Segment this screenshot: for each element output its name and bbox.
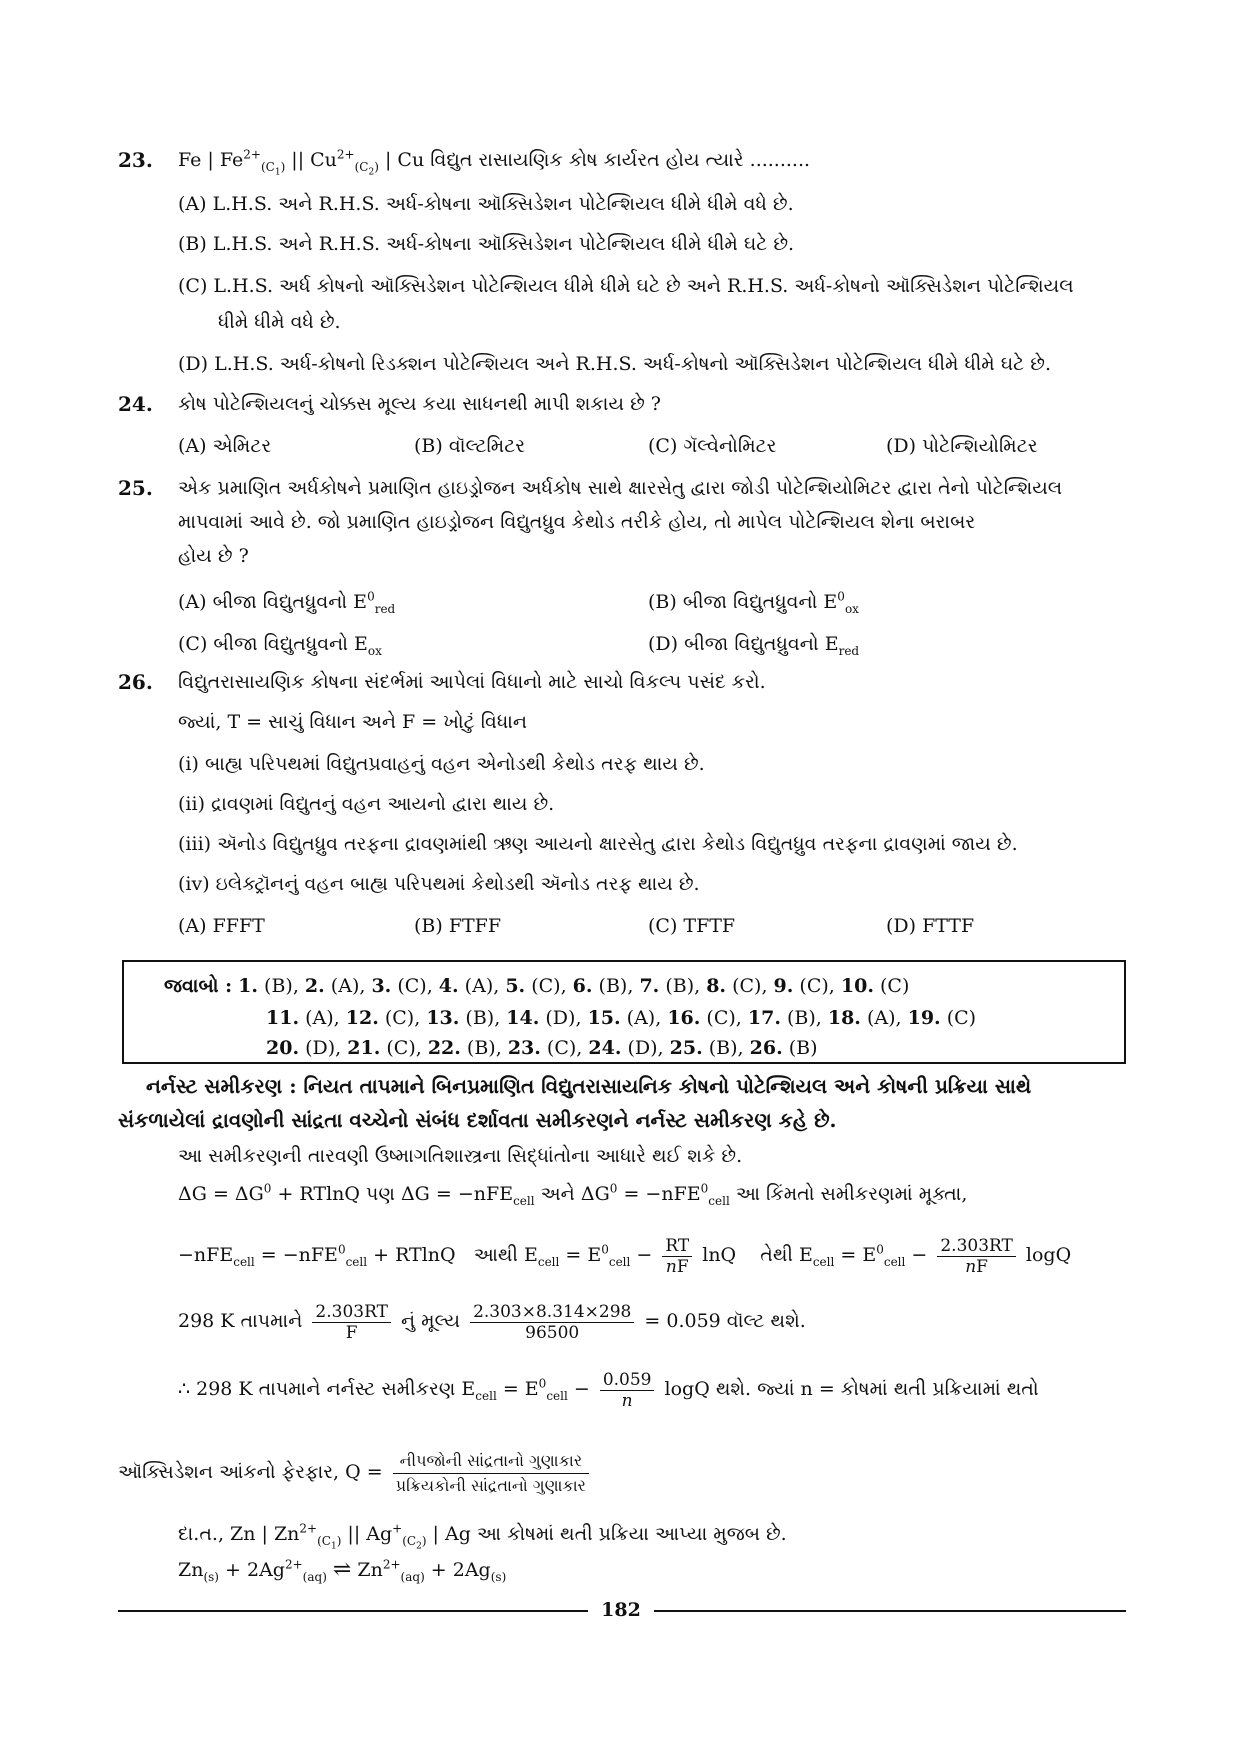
answer-item bbox=[508, 1037, 576, 1059]
question-25-stem-line-1: એક પ્રમાણિત અર્ધકોષને પ્રમાણિત હાઇડ્રોજન અર્ધકોષ સાથે ક્ષારસેતુ દ્વારા જોડી પોટેન્શિયોમિટર દ્વારા તેનો પોટેન્શિયલ bbox=[178, 477, 1063, 499]
answer-number: 23. bbox=[507, 1037, 541, 1059]
answer-choice: (B) bbox=[459, 1007, 495, 1029]
gibbs-equation-line: $\Delta G = \Delta G^0 + RTlnQ$ પણ ΔG = −nFE$_{cell}$ અને $\Delta G^0 = -nFE^0_{cell}$ આ કિંમતો સમીકરણમાં મૂક્તા, bbox=[178, 1181, 968, 1208]
answer-number: 21. bbox=[347, 1037, 381, 1059]
question-25-number: 25. bbox=[118, 476, 153, 500]
answer-item bbox=[828, 1007, 896, 1029]
answer-item bbox=[428, 1037, 496, 1059]
answer-number: 24. bbox=[588, 1037, 622, 1059]
question-23-stem: Fe | $Fe^{2+}_{(C_1)}$ || $Cu^{2+}_{(C_2)}$ | Cu વિદ્યુત રાસાયણિક કોષ કાર્યરત હોય ત્યારે .......... bbox=[178, 147, 811, 178]
nernst-constant-line: 298 K તાપમાને $\frac{2.303RT}{F}$ નું મૂલ્ય $\frac{2.303\times 8.314\times 298}{96500}$ = 0.059 વૉલ્ટ થશે. bbox=[178, 1301, 806, 1343]
answer-item bbox=[748, 1007, 816, 1029]
answer-number: 6. bbox=[572, 975, 593, 997]
question-23-option-c-continued: ધીમે ધીમે વધે છે. bbox=[218, 311, 341, 333]
answer-choice: (B) bbox=[659, 975, 695, 997]
fraction-rt-over-nf: $\frac{RT}{nF}$ bbox=[662, 1236, 692, 1277]
answer-item bbox=[305, 975, 359, 997]
question-26-stem: વિદ્યુતરાસાયણિક કોષના સંદર્ભમાં આપેલાં વિધાનો માટે સાચો વિકલ્પ પસંદ કરો. bbox=[178, 671, 766, 693]
example-reaction-equation: $Zn_{(s)} + 2Ag^{2+}_{(aq)}$ ⇌ $Zn^{2+}_{(aq)} + 2Ag_{(s)}$ bbox=[178, 1557, 507, 1584]
page-number: 182 bbox=[601, 1599, 641, 1621]
answer-number: 7. bbox=[639, 975, 660, 997]
answer-choice: (D) bbox=[621, 1037, 658, 1059]
question-26-option-a: (A) FFFT bbox=[178, 915, 265, 937]
answer-item bbox=[505, 975, 560, 997]
question-23-option-a: (A) L.H.S. અને R.H.S. અર્ધ-કોષના ઑક્સિડેશન પોટેન્શિયલ ધીમે ધીમે વધે છે. bbox=[178, 193, 794, 215]
nernst-derivation-note: આ સમીકરણની તારવણી ઉષ્માગતિશાસ્ત્રના સિદ્ધાંતોના આધારે થઈ શકે છે. bbox=[178, 1145, 743, 1167]
answer-number: 25. bbox=[669, 1037, 703, 1059]
answer-choice: (C) bbox=[540, 1037, 577, 1059]
fraction-reaction-quotient: $\frac{\text{નીપજોની સાંદ્રતાનો ગુણાકાર}}{\text{પ્રક્રિયકોની સાંદ્રતાનો ગુણાકાર}}$ bbox=[393, 1449, 589, 1498]
answer-item bbox=[266, 1007, 334, 1029]
fraction-numeric-value: $\frac{2.303\times 8.314\times 298}{96500}$ bbox=[470, 1302, 634, 1343]
answer-number: 17. bbox=[747, 1007, 781, 1029]
answer-item bbox=[371, 975, 426, 997]
answer-item bbox=[238, 975, 293, 997]
fraction-0059-over-n: $\frac{0.059}{n}$ bbox=[600, 1370, 655, 1411]
answer-choice: (D) bbox=[539, 1007, 576, 1029]
fraction-2303rt-over-f: $\frac{2.303RT}{F}$ bbox=[312, 1302, 391, 1343]
answer-key-box bbox=[122, 960, 1126, 1064]
question-25-stem-line-3: હોય છે ? bbox=[178, 545, 249, 567]
answer-item bbox=[667, 1007, 735, 1029]
answer-item bbox=[506, 1007, 575, 1029]
answer-choice: (C) bbox=[378, 1007, 415, 1029]
answer-item bbox=[266, 1037, 335, 1059]
answer-choice: (C) bbox=[793, 975, 829, 997]
question-23-option-d: (D) L.H.S. અર્ધ-કોષનો રિડક્શન પોટેન્શિયલ અને R.H.S. અર્ધ-કોષનો ઑક્સિડેશન પોટેન્શિયલ ધીમે ધીમે ઘટે છે. bbox=[178, 353, 1051, 375]
answer-number: 8. bbox=[706, 975, 727, 997]
answer-number: 3. bbox=[371, 975, 392, 997]
answer-number: 14. bbox=[506, 1007, 540, 1029]
question-25-option-a: (A) બીજા વિદ્યુતધ્રુવનો $E^0_{red}$ bbox=[178, 589, 396, 616]
fraction-2303rt-over-nf: $\frac{2.303RT}{nF}$ bbox=[937, 1236, 1016, 1277]
question-26-option-c: (C) TFTF bbox=[648, 915, 736, 937]
answer-choice: (C) bbox=[380, 1037, 416, 1059]
example-cell-line: દા.ત., Zn | $Zn^{2+}_{(C_1)}$ || $Ag^+_{(C_2)}$ | Ag આ કોષમાં થતી પ્રક્રિયા આપ્યા મુજબ છે. bbox=[178, 1521, 787, 1552]
question-26-option-b: (B) FTFF bbox=[414, 915, 502, 937]
answer-item bbox=[706, 975, 761, 997]
answer-number: 16. bbox=[667, 1007, 701, 1029]
answer-number: 22. bbox=[427, 1037, 461, 1059]
answer-number: 26. bbox=[749, 1037, 783, 1059]
answer-choice: (C) bbox=[525, 975, 561, 997]
question-25-option-d: (D) બીજા વિદ્યુતધ્રુવનો $E_{red}$ bbox=[648, 633, 860, 658]
answer-item bbox=[750, 1037, 818, 1059]
answer-item bbox=[774, 975, 829, 997]
answer-choice: (A) bbox=[860, 1007, 896, 1029]
answer-item bbox=[908, 1007, 976, 1029]
question-25-option-b: (B) બીજા વિદ્યુતધ્રુવનો $E^0_{ox}$ bbox=[648, 589, 859, 616]
answer-number: 18. bbox=[827, 1007, 861, 1029]
answer-key-line-3: 20. (D), 21. (C), 22. (B), 23. (C), 24. (D), 25. (B), 26. (B) bbox=[266, 1037, 818, 1059]
question-23-option-c: (C) L.H.S. અર્ધ કોષનો ઑક્સિડેશન પોટેન્શિયલ ધીમે ધીમે ઘટે છે અને R.H.S. અર્ધ-કોષનો ઑક્સિડેશન પોટેન્શિયલ bbox=[178, 275, 1074, 297]
question-24-number: 24. bbox=[118, 392, 153, 416]
question-24-stem: કોષ પોટેન્શિયલનું ચોક્કસ મૂલ્ય કયા સાધનથી માપી શકાય છે ? bbox=[178, 393, 661, 415]
answer-number: 1. bbox=[238, 975, 258, 997]
answer-item bbox=[426, 1007, 494, 1029]
answer-choice: (A) bbox=[324, 975, 360, 997]
answer-key-line-1: જવાબો : 1. (B), 2. (A), 3. (C), 4. (A), 5. (C), 6. (B), 7. (B), 8. (C), 9. (C), 10. (C) bbox=[164, 975, 910, 997]
answer-number: 4. bbox=[438, 975, 459, 997]
answer-choice: (C) bbox=[940, 1007, 977, 1029]
answer-item bbox=[439, 975, 493, 997]
answer-number: 20. bbox=[266, 1037, 300, 1059]
answer-choice: (A) bbox=[458, 975, 494, 997]
answer-choice: (C) bbox=[873, 975, 910, 997]
answer-number: 11. bbox=[266, 1007, 300, 1029]
answer-key-line-2: 11. (A), 12. (C), 13. (B), 14. (D), 15. (A), 16. (C), 17. (B), 18. (A), 19. (C) bbox=[266, 1007, 977, 1029]
answer-key-label: જવાબો : bbox=[164, 975, 233, 997]
nernst-definition-line-1: નર્નસ્ટ સમીકરણ : નિયત તાપમાને બિનપ્રમાણિત વિદ્યુતરાસાયનિક કોષનો પોટેન્શિયલ અને કોષની પ્રક્રિયા સાથે bbox=[146, 1074, 1032, 1098]
question-26-statement-iii: (iii) ઍનોડ વિદ્યુતધ્રુવ તરફના દ્રાવણમાંથી ઋણ આયનો ક્ષારસેતુ દ્વારા કેથોડ વિદ્યુતધ્રુવ તરફના દ્રાવણમાં જાય છે. bbox=[178, 833, 1018, 855]
question-25-option-c: (C) બીજા વિદ્યુતધ્રુવનો $E_{ox}$ bbox=[178, 633, 382, 658]
answer-number: 2. bbox=[304, 975, 325, 997]
answer-choice: (A) bbox=[620, 1007, 656, 1029]
question-26-statement-i: (i) બાહ્ય પરિપથમાં વિદ્યુતપ્રવાહનું વહન એનોડથી કેથોડ તરફ થાય છે. bbox=[178, 753, 705, 775]
answer-item bbox=[588, 1037, 657, 1059]
answer-item bbox=[670, 1037, 738, 1059]
question-24-option-b: (B) વૉલ્ટમિટર bbox=[414, 435, 526, 457]
answer-number: 13. bbox=[426, 1007, 460, 1029]
question-24-option-d: (D) પોટેન્શિયોમિટર bbox=[886, 435, 1038, 457]
nernst-equation-298k-line: ∴ 298 K તાપમાને નર્નસ્ટ સમીકરણ $E_{cell} = E^0_{cell}$ − $\frac{0.059}{n}$ logQ થશે. જ્યાં n = કોષમાં થતી પ્રક્રિયામાં થતો bbox=[178, 1369, 1039, 1411]
answer-choice: (B) bbox=[702, 1037, 738, 1059]
answer-number: 9. bbox=[773, 975, 794, 997]
answer-choice: (D) bbox=[299, 1037, 336, 1059]
answer-choice: (A) bbox=[299, 1007, 334, 1029]
answer-choice: (B) bbox=[460, 1037, 496, 1059]
question-26-legend: જ્યાં, T = સાચું વિધાન અને F = ખોટું વિધાન bbox=[178, 711, 528, 733]
answer-item bbox=[639, 975, 694, 997]
answer-item bbox=[346, 1007, 414, 1029]
footer-rule-right bbox=[654, 1610, 1126, 1612]
nernst-definition-line-2: સંકળાયેલાં દ્રાવણોની સાંદ્રતા વચ્ચેનો સંબંધ દર્શાવતા સમીકરણને નર્નસ્ટ સમીકરણ કહે છે. bbox=[118, 1108, 837, 1132]
answer-choice: (B) bbox=[780, 1007, 816, 1029]
answer-choice: (C) bbox=[726, 975, 762, 997]
nernst-derivation-line: −nFE$_{cell}$ = −nFE$^0_{cell}$ + RTlnQ આથી $E_{cell} = E^0_{cell}$ − $\frac{RT}{nF}$ lnQ તેથી $E_{cell} = E^0_{cell}$ − $\frac{2.303RT}{nF}$ logQ bbox=[178, 1235, 1072, 1277]
answer-item bbox=[841, 975, 909, 997]
question-24-option-a: (A) એમિટર bbox=[178, 435, 272, 457]
question-26-number: 26. bbox=[118, 670, 153, 694]
answer-item bbox=[588, 1007, 656, 1029]
question-26-statement-iv: (iv) ઇલેક્ટ્રૉનનું વહન બાહ્ય પરિપથમાં કેથોડથી ઍનોડ તરફ થાય છે. bbox=[178, 873, 700, 895]
answer-number: 15. bbox=[587, 1007, 621, 1029]
answer-choice: (C) bbox=[391, 975, 427, 997]
answer-choice: (B) bbox=[592, 975, 628, 997]
answer-number: 12. bbox=[345, 1007, 379, 1029]
answer-number: 5. bbox=[505, 975, 526, 997]
answer-item bbox=[347, 1037, 415, 1059]
question-26-statement-ii: (ii) દ્રાવણમાં વિદ્યુતનું વહન આયનો દ્વારા થાય છે. bbox=[178, 793, 555, 815]
answer-choice: (B) bbox=[782, 1037, 818, 1059]
question-25-stem-line-2: માપવામાં આવે છે. જો પ્રમાણિત હાઇડ્રોજન વિદ્યુતધ્રુવ કેથોડ તરીકે હોય, તો માપેલ પોટેન્શિયલ શેના બરાબર bbox=[178, 511, 976, 533]
answer-choice: (C) bbox=[700, 1007, 736, 1029]
answer-number: 19. bbox=[907, 1007, 941, 1029]
answer-item bbox=[573, 975, 628, 997]
reaction-quotient-line: ઑક્સિડેશન આંકનો ફેરફાર, Q = $\frac{\text{નીપજોની સાંદ્રતાનો ગુણાકાર}}{\text{પ્રક્રિયકોની સાંદ્રતાનો ગુણાકાર}}$ bbox=[118, 1444, 593, 1500]
question-23-number: 23. bbox=[118, 148, 153, 172]
answer-choice: (B) bbox=[258, 975, 293, 997]
answer-number: 10. bbox=[840, 975, 874, 997]
footer-rule-left bbox=[118, 1610, 588, 1612]
question-24-option-c: (C) ગૅલ્વેનોમિટર bbox=[648, 435, 777, 457]
question-23-option-b: (B) L.H.S. અને R.H.S. અર્ધ-કોષના ઑક્સિડેશન પોટેન્શિયલ ધીમે ધીમે ઘટે છે. bbox=[178, 233, 795, 255]
question-26-option-d: (D) FTTF bbox=[886, 915, 975, 937]
